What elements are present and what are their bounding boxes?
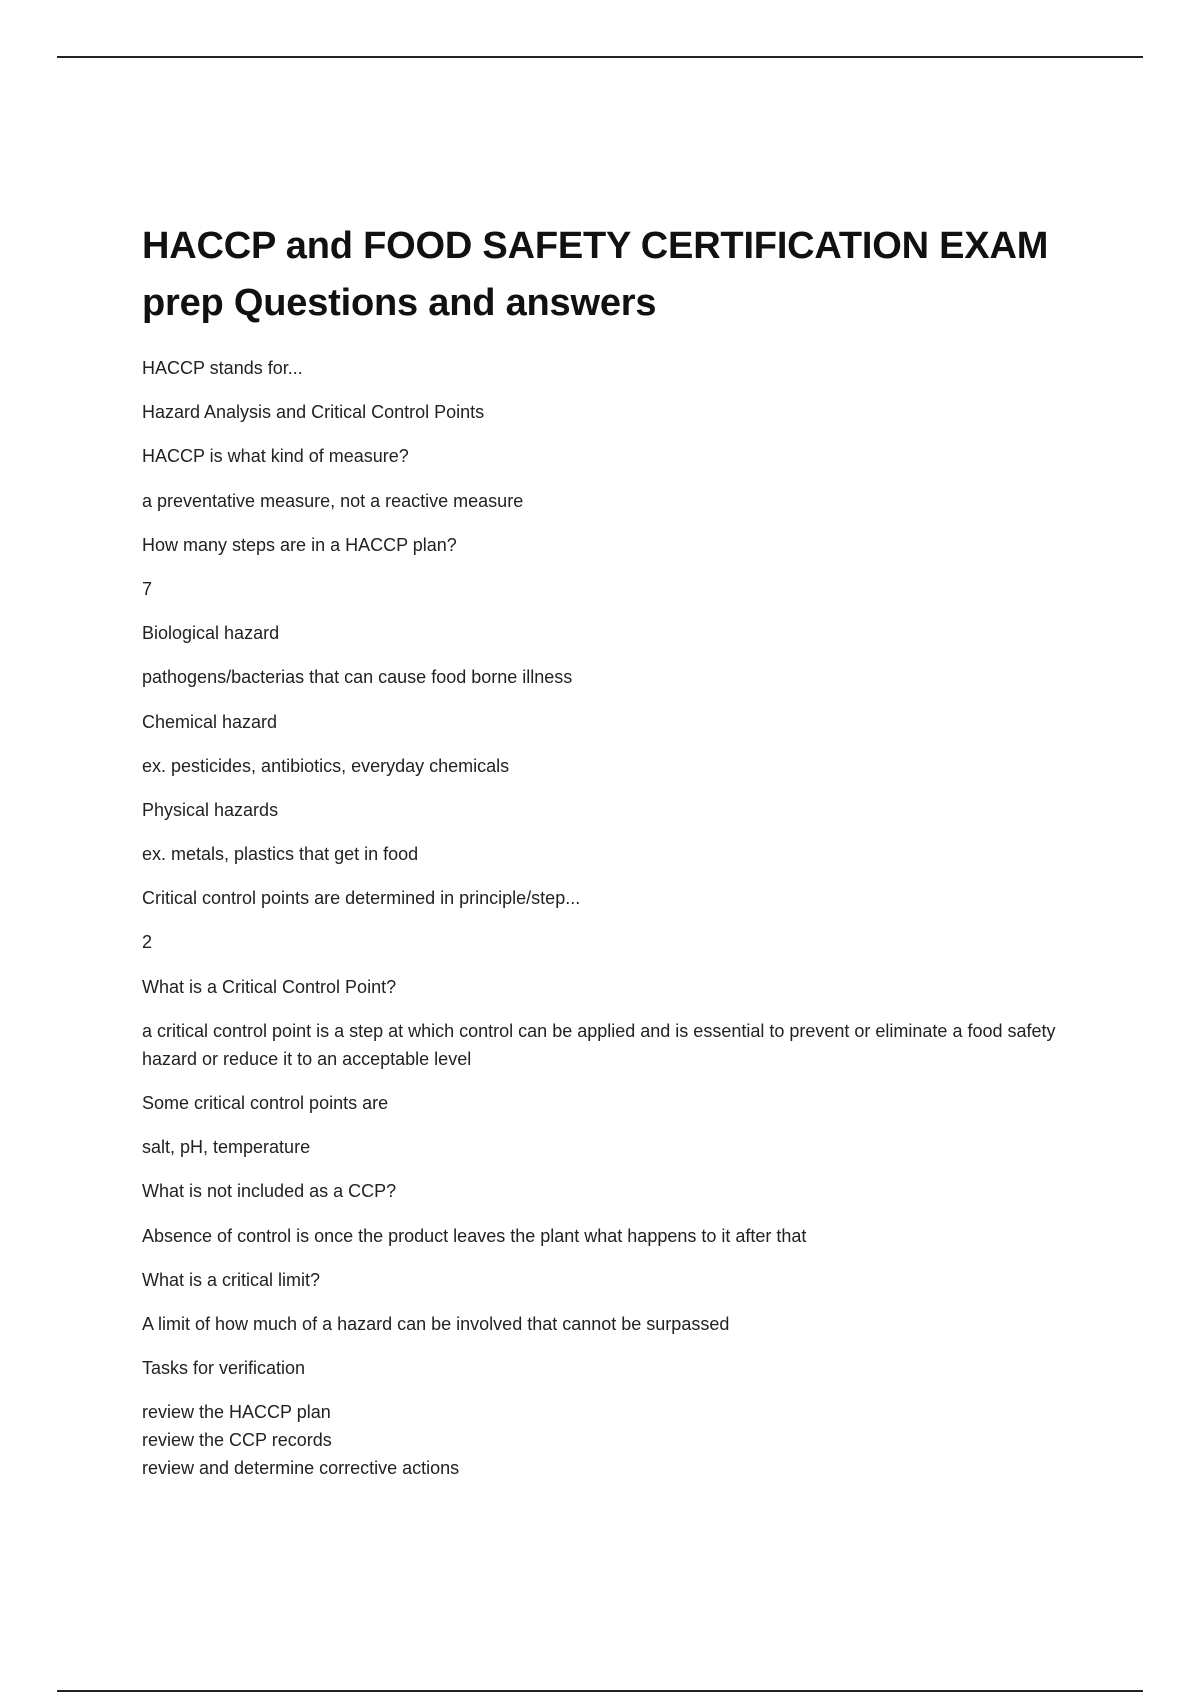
answer-line: a critical control point is a step at which control can be applied and is essential to prevent or eliminate a food safety hazard or reduce it to an acceptable level [142, 1020, 1056, 1069]
document-title: HACCP and FOOD SAFETY CERTIFICATION EXAM prep Questions and answers [142, 225, 1049, 324]
document-body [142, 218, 1082, 1499]
question-line: HACCP is what kind of measure? [142, 446, 409, 467]
header-rule [57, 56, 1143, 58]
answer-line: pathogens/bacterias that can cause food borne illness [142, 667, 573, 688]
answer-line: Hazard Analysis and Critical Control Points [142, 402, 485, 423]
answer-line: a preventative measure, not a reactive measure [142, 490, 524, 511]
answer-line: ex. metals, plastics that get in food [142, 844, 419, 865]
question-line: What is not included as a CCP? [142, 1181, 397, 1202]
answer-line: salt, pH, temperature [142, 1137, 311, 1158]
answer-line: Absence of control is once the product leaves the plant what happens to it after that [142, 1225, 807, 1246]
question-line: What is a Critical Control Point? [142, 976, 397, 997]
question-line: Physical hazards [142, 799, 279, 820]
footer-rule [57, 1690, 1143, 1692]
question-line: Critical control points are determined in principle/step... [142, 888, 581, 909]
question-line: Some critical control points are [142, 1093, 389, 1113]
answer-line: 7 [142, 578, 153, 599]
question-line: How many steps are in a HACCP plan? [142, 534, 457, 555]
answer-line: A limit of how much of a hazard can be involved that cannot be surpassed [142, 1313, 730, 1334]
question-line: HACCP stands for... [142, 358, 303, 378]
question-line: Biological hazard [142, 623, 280, 644]
question-line: What is a critical limit? [142, 1269, 321, 1290]
question-line: Chemical hazard [142, 711, 278, 732]
question-line: Tasks for verification [142, 1358, 306, 1379]
answer-line: review the HACCP plan review the CCP records review and determine corrective actions [142, 1402, 460, 1479]
answer-line: ex. pesticides, antibiotics, everyday chemicals [142, 755, 510, 776]
answer-line: 2 [142, 932, 153, 953]
